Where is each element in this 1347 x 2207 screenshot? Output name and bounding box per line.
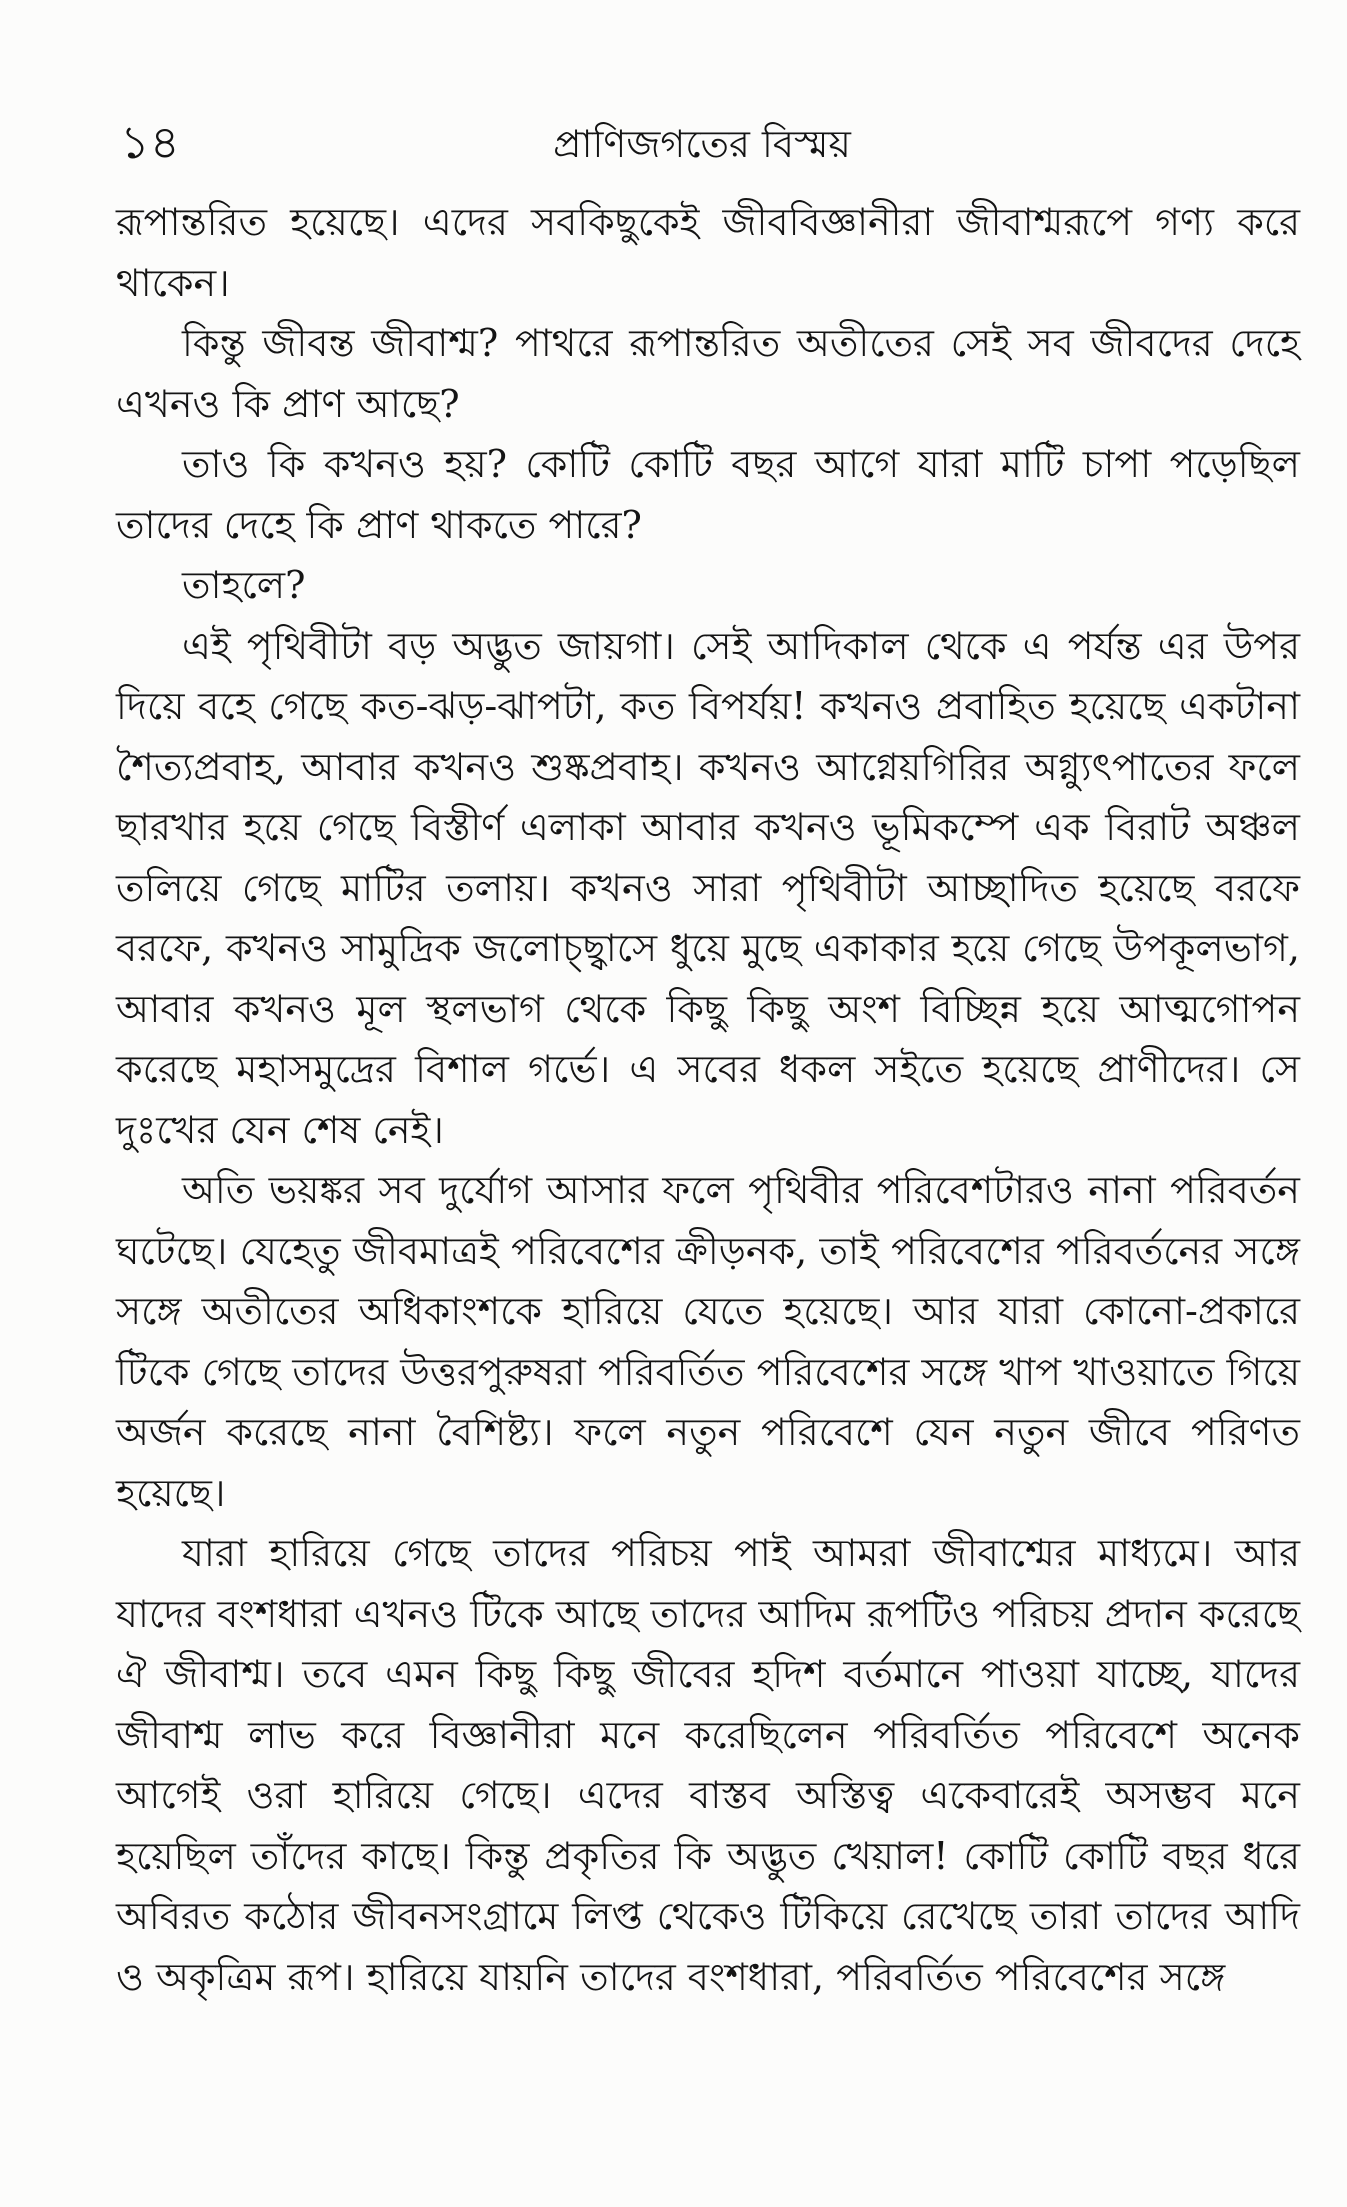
paragraph: যারা হারিয়ে গেছে তাদের পরিচয় পাই আমরা জীবাশ্মের মাধ্যমে। আর যাদের বংশধারা এখনও টিকে আছে তাদের আদিম রূপটিও পরিচয় প্রদান করেছে ঐ জীবাশ্ম। তবে এমন কিছু কিছু জীবের হদিশ বর্তমানে পাওয়া যাচ্ছে, যাদের জীবাশ্ম লাভ করে বিজ্ঞানীরা মনে করেছিলেন পরিবর্তিত পরিবেশে অনেক আগেই ওরা হারিয়ে গেছে। এদের বাস্তব অস্তিত্ব একেবারেই অসম্ভব মনে হয়েছিল তাঁদের কাছে। কিন্তু প্রকৃতির কি অদ্ভুত খেয়াল! কোটি কোটি বছর ধরে অবিরত কঠোর জীবনসংগ্রামে লিপ্ত থেকেও টিকিয়ে রেখেছে তারা তাদের আদি ও অকৃত্রিম রূপ। হারিয়ে যায়নি তাদের বংশধারা, পরিবর্তিত পরিবেশের সঙ্গে [116,1531,1300,1999]
paragraph-continued: রূপান্তরিত হয়েছে। এদের সবকিছুকেই জীববিজ্ঞানীরা জীবাশ্মরূপে গণ্য করে থাকেন। [116,200,1300,305]
paragraph: তাহলে? [182,563,306,607]
page-number: ১৪ [120,115,180,169]
paragraph: অতি ভয়ঙ্কর সব দুর্যোগ আসার ফলে পৃথিবীর পরিবেশটারও নানা পরিবর্তন ঘটেছে। যেহেতু জীবমাত্রই পরিবেশের ক্রীড়নক, তাই পরিবেশের পরিবর্তনের সঙ্গে সঙ্গে অতীতের অধিকাংশকে হারিয়ে যেতে হয়েছে। আর যারা কোনো-প্রকারে টিকে গেছে তাদের উত্তরপুরুষরা পরিবর্তিত পরিবেশের সঙ্গে খাপ খাওয়াতে গিয়ে অর্জন করেছে নানা বৈশিষ্ট্য। ফলে নতুন পরিবেশে যেন নতুন জীবে পরিণত হয়েছে। [116,1168,1300,1515]
body-text [116,192,1300,2007]
paragraph: তাও কি কখনও হয়? কোটি কোটি বছর আগে যারা মাটি চাপা পড়েছিল তাদের দেহে কি প্রাণ থাকতে পারে? [116,442,1300,547]
paragraph: এই পৃথিবীটা বড় অদ্ভুত জায়গা। সেই আদিকাল থেকে এ পর্যন্ত এর উপর দিয়ে বহে গেছে কত-ঝড়-ঝাপটা, কত বিপর্যয়! কখনও প্রবাহিত হয়েছে একটানা শৈত্যপ্রবাহ, আবার কখনও শুষ্কপ্রবাহ। কখনও আগ্নেয়গিরির অগ্ন্যুৎপাতের ফলে ছারখার হয়ে গেছে বিস্তীর্ণ এলাকা আবার কখনও ভূমিকম্পে এক বিরাট অঞ্চল তলিয়ে গেছে মাটির তলায়। কখনও সারা পৃথিবীটা আচ্ছাদিত হয়েছে বরফে বরফে, কখনও সামুদ্রিক জলোচ্ছ্বাসে ধুয়ে মুছে একাকার হয়ে গেছে উপকূলভাগ, আবার কখনও মূল স্থলভাগ থেকে কিছু কিছু অংশ বিচ্ছিন্ন হয়ে আত্মগোপন করেছে মহাসমুদ্রের বিশাল গর্ভে। এ সবের ধকল সইতে হয়েছে প্রাণীদের। সে দুঃখের যেন শেষ নেই। [116,623,1300,1152]
running-title: প্রাণিজগতের বিস্ময় [553,122,851,166]
paragraph: কিন্তু জীবন্ত জীবাশ্ম? পাথরে রূপান্তরিত অতীতের সেই সব জীবদের দেহে এখনও কি প্রাণ আছে? [116,321,1300,426]
page-header [112,112,1292,172]
